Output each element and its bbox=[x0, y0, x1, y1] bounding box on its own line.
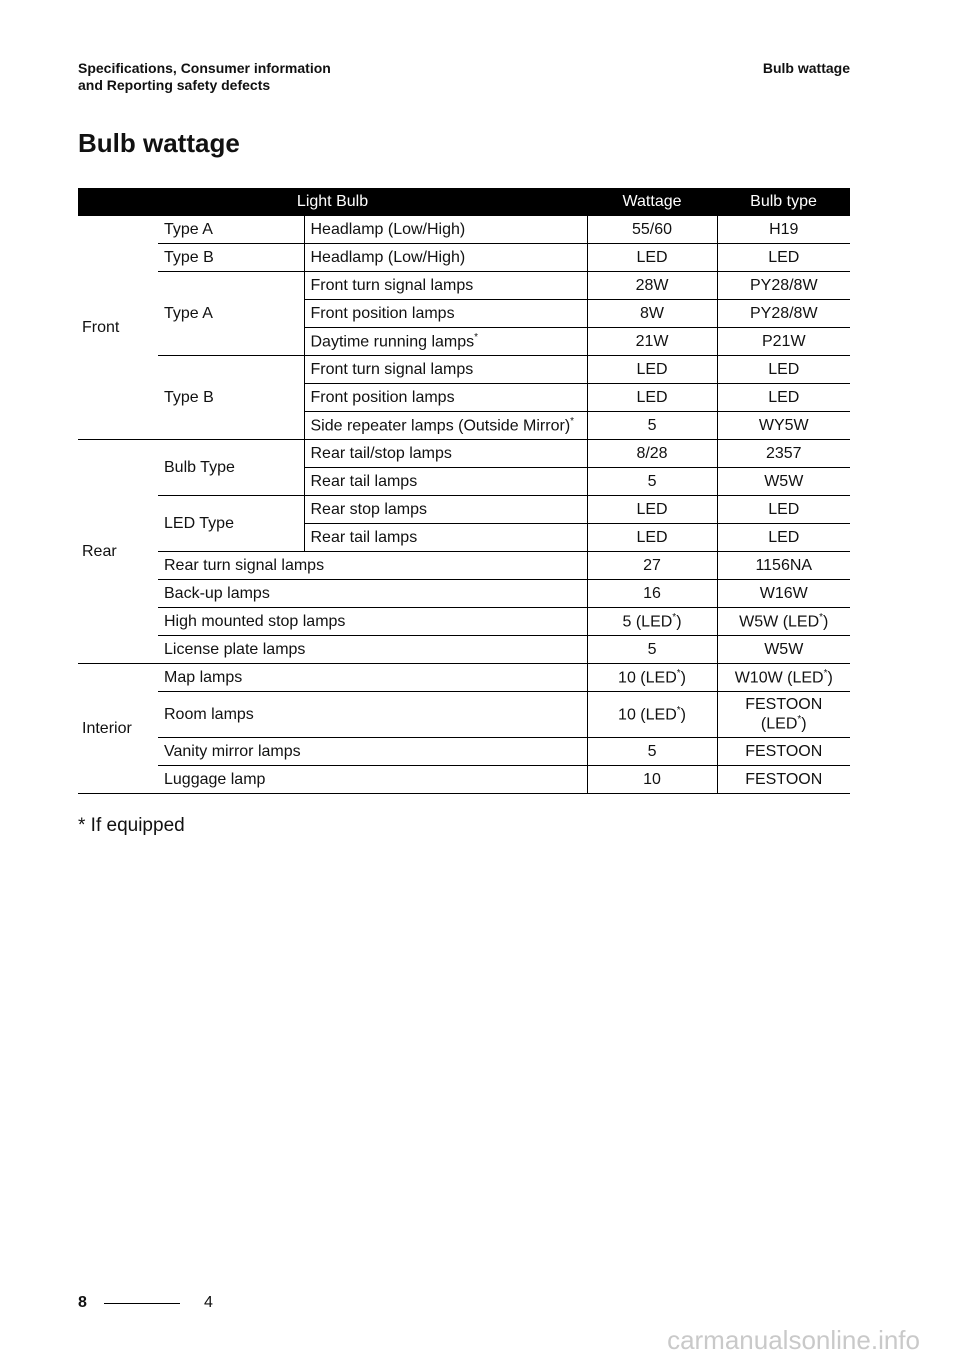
asterisk-mark: * bbox=[474, 331, 479, 343]
bulb-wattage-table bbox=[78, 188, 850, 794]
wattage-cell: LED bbox=[587, 244, 717, 272]
subgroup-label: Type B bbox=[158, 356, 304, 440]
bulb-type-cell: W16W bbox=[717, 580, 850, 608]
bulb-type-cell: FESTOON (LED*) bbox=[717, 692, 850, 738]
running-header-line1: Specifications, Consumer information bbox=[78, 60, 331, 76]
bulb-type-cell: PY28/8W bbox=[717, 300, 850, 328]
table-row bbox=[78, 216, 850, 244]
bulb-type-cell: 2357 bbox=[717, 440, 850, 468]
bulb-type-cell: W5W bbox=[717, 636, 850, 664]
group-front: Front bbox=[78, 216, 158, 440]
header-bulb-type: Bulb type bbox=[717, 188, 850, 216]
table-row bbox=[78, 356, 850, 384]
running-header-topic: Bulb wattage bbox=[762, 60, 850, 76]
light-cell: Headlamp (Low/High) bbox=[304, 216, 587, 244]
wattage-cell: LED bbox=[587, 384, 717, 412]
bulb-type-cell: WY5W bbox=[717, 412, 850, 440]
table-row bbox=[78, 692, 850, 738]
wattage-cell: 28W bbox=[587, 272, 717, 300]
wattage-cell: 5 bbox=[587, 738, 717, 766]
table-row bbox=[78, 738, 850, 766]
group-interior: Interior bbox=[78, 664, 158, 794]
table-row bbox=[78, 766, 850, 794]
wattage-cell: 5 bbox=[587, 636, 717, 664]
light-cell: Rear tail/stop lamps bbox=[304, 440, 587, 468]
wattage-cell: 5 (LED*) bbox=[587, 608, 717, 636]
table-header-row bbox=[78, 188, 850, 216]
asterisk-mark: * bbox=[676, 704, 681, 716]
table-row bbox=[78, 580, 850, 608]
light-cell: Room lamps bbox=[158, 692, 587, 738]
bulb-type-cell: FESTOON bbox=[717, 766, 850, 794]
wattage-cell: 55/60 bbox=[587, 216, 717, 244]
table-row bbox=[78, 440, 850, 468]
subgroup-label: LED Type bbox=[158, 496, 304, 552]
group-rear: Rear bbox=[78, 440, 158, 664]
table-row bbox=[78, 664, 850, 692]
asterisk-mark: * bbox=[823, 667, 828, 679]
bulb-type-cell: PY28/8W bbox=[717, 272, 850, 300]
light-cell: Rear turn signal lamps bbox=[158, 552, 587, 580]
light-cell: High mounted stop lamps bbox=[158, 608, 587, 636]
wattage-cell: 8/28 bbox=[587, 440, 717, 468]
light-cell: Front turn signal lamps bbox=[304, 356, 587, 384]
light-cell: Front turn signal lamps bbox=[304, 272, 587, 300]
running-header-section bbox=[78, 60, 331, 94]
asterisk-mark: * bbox=[676, 667, 681, 679]
light-cell: License plate lamps bbox=[158, 636, 587, 664]
wattage-cell: 8W bbox=[587, 300, 717, 328]
bulb-type-cell: P21W bbox=[717, 328, 850, 356]
bulb-type-cell: W5W bbox=[717, 468, 850, 496]
subgroup-label: Type A bbox=[158, 272, 304, 356]
light-cell: Rear tail lamps bbox=[304, 524, 587, 552]
subgroup-label: Type B bbox=[158, 244, 304, 272]
light-cell: Headlamp (Low/High) bbox=[304, 244, 587, 272]
footer-page-number: 4 bbox=[204, 1294, 213, 1311]
asterisk-mark: * bbox=[819, 611, 824, 623]
wattage-cell: LED bbox=[587, 524, 717, 552]
header-wattage: Wattage bbox=[587, 188, 717, 216]
light-cell: Daytime running lamps* bbox=[304, 328, 587, 356]
bulb-type-cell: W5W (LED*) bbox=[717, 608, 850, 636]
asterisk-mark: * bbox=[672, 611, 677, 623]
running-header-line2: and Reporting safety defects bbox=[78, 77, 271, 93]
table-row bbox=[78, 608, 850, 636]
bulb-type-cell: LED bbox=[717, 524, 850, 552]
wattage-cell: 10 (LED*) bbox=[587, 664, 717, 692]
wattage-cell: 10 bbox=[587, 766, 717, 794]
light-cell: Luggage lamp bbox=[158, 766, 587, 794]
bulb-type-cell: FESTOON bbox=[717, 738, 850, 766]
table-row bbox=[78, 244, 850, 272]
bulb-type-cell: W10W (LED*) bbox=[717, 664, 850, 692]
footnote-if-equipped: * If equipped bbox=[78, 815, 185, 836]
light-cell: Map lamps bbox=[158, 664, 587, 692]
wattage-cell: 10 (LED*) bbox=[587, 692, 717, 738]
wattage-cell: 21W bbox=[587, 328, 717, 356]
wattage-cell: LED bbox=[587, 356, 717, 384]
wattage-cell: 5 bbox=[587, 468, 717, 496]
footer-section-number: 8 bbox=[78, 1294, 87, 1311]
table-row bbox=[78, 496, 850, 524]
light-cell: Rear tail lamps bbox=[304, 468, 587, 496]
bulb-type-cell: H19 bbox=[717, 216, 850, 244]
header-light-bulb: Light Bulb bbox=[78, 188, 587, 216]
bulb-type-cell: LED bbox=[717, 384, 850, 412]
light-cell: Side repeater lamps (Outside Mirror)* bbox=[304, 412, 587, 440]
light-cell: Front position lamps bbox=[304, 300, 587, 328]
wattage-cell: 16 bbox=[587, 580, 717, 608]
wattage-cell: 5 bbox=[587, 412, 717, 440]
light-cell: Back-up lamps bbox=[158, 580, 587, 608]
wattage-cell: LED bbox=[587, 496, 717, 524]
bulb-type-cell: LED bbox=[717, 356, 850, 384]
asterisk-mark: * bbox=[570, 415, 575, 427]
page-title: Bulb wattage bbox=[78, 128, 240, 158]
wattage-cell: 27 bbox=[587, 552, 717, 580]
table-row bbox=[78, 636, 850, 664]
subgroup-label: Bulb Type bbox=[158, 440, 304, 496]
light-cell: Front position lamps bbox=[304, 384, 587, 412]
watermark: carmanualsonline.info bbox=[667, 1325, 920, 1355]
table-row bbox=[78, 272, 850, 300]
bulb-type-cell: 1156NA bbox=[717, 552, 850, 580]
light-cell: Vanity mirror lamps bbox=[158, 738, 587, 766]
footer-divider bbox=[104, 1303, 180, 1304]
bulb-type-cell: LED bbox=[717, 496, 850, 524]
table-row bbox=[78, 552, 850, 580]
bulb-type-cell: LED bbox=[717, 244, 850, 272]
light-cell: Rear stop lamps bbox=[304, 496, 587, 524]
asterisk-mark: * bbox=[797, 713, 802, 725]
subgroup-label: Type A bbox=[158, 216, 304, 244]
